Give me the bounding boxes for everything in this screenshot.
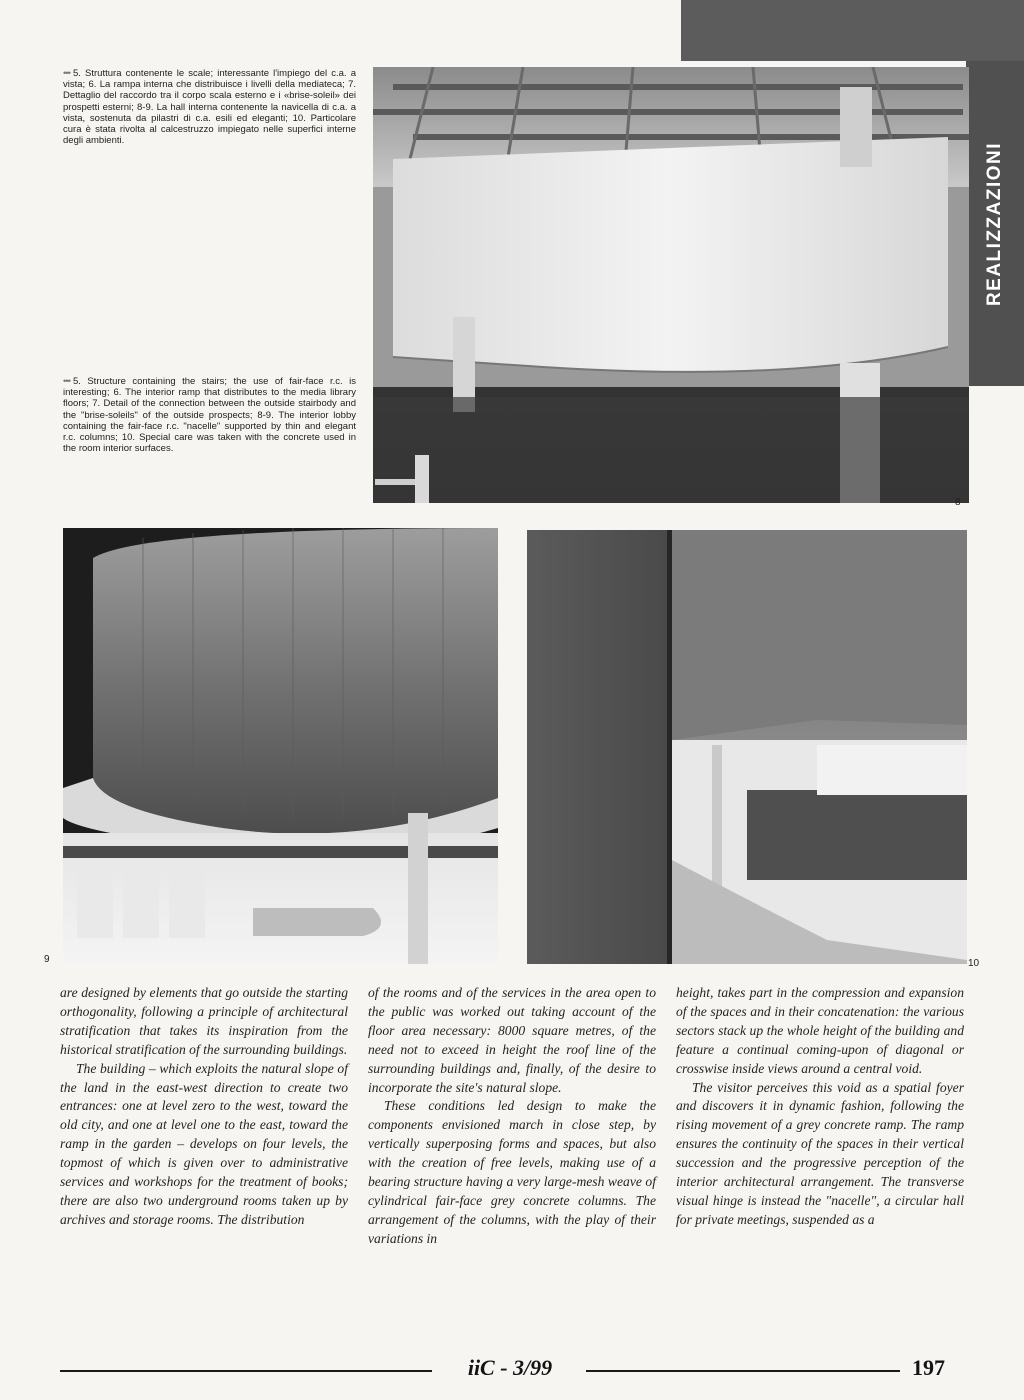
paragraph: of the rooms and of the services in the area open to the public was worked out taking account of the floor area necessary: 8000 square metres, of the need not to exceed in height the roof line of the surrounding buildings and, finally, of the desire to incorporate the site's natural slope. xyxy=(368,985,656,1095)
text-column-2 xyxy=(368,984,656,1249)
text-column-3 xyxy=(676,984,964,1230)
figure-number-9: 9 xyxy=(44,954,50,965)
section-tab-block xyxy=(681,0,1024,61)
paragraph: The building – which exploits the natural slope of the land in the east-west direction to create two entrances: one at level zero to the west, toward the old city, and one at level one to the east, toward the ramp in the garden – develops on four levels, the topmost of which is given over to administrative services and workshops for the treatment of books; there are also two underground rooms taken up by archives and storage rooms. The distribution xyxy=(60,1060,348,1227)
paragraph: These conditions led design to make the components envisioned march in close step, by vertically superposing forms and spaces, but also with the creation of free levels, making use of a bearing structure having a very large-mesh weave of cylindrical fair-face grey concrete columns. The arrangement of the columns, with the play of their variations in xyxy=(368,1098,656,1246)
caption-italian xyxy=(63,68,356,146)
caption-marker: ••• xyxy=(63,376,70,387)
photo-9 xyxy=(63,528,498,964)
section-label-text: REALIZZAZIONI xyxy=(984,141,1005,306)
photo-10 xyxy=(527,530,967,964)
photo-9-image xyxy=(63,528,498,964)
photo-10-image xyxy=(527,530,967,964)
caption-italian-text: 5. Struttura contenente le scale; interessante l'impiego del c.a. a vista; 6. La rampa interna che distribuisce i livelli della mediateca; 7. Dettaglio del raccordo tra il corpo scala esterno e i «brise-soleil» dei prospetti esterni; 8-9. La hall interna contenente la navicella di c.a. a vista, sostenuta da pilastri di c.a. esili ed eleganti; 10. Particolare cura è stata rivolta al calcestruzzo impiegato nelle superfici interne degli ambienti. xyxy=(63,68,356,147)
footer-rule-left xyxy=(60,1370,432,1372)
caption-english-text: 5. Structure containing the stairs; the use of fair-face r.c. is interesting; 6. The interior ramp that distributes to the media library floors; 7. Detail of the connection between the outside stairbody and the "brise-soleils" of the outside prospects; 8-9. The interior lobby containing the fair-face r.c. "nacelle" supported by thin and elegant r.c. columns; 10. Special care was taken with the concrete used in the room interior surfaces. xyxy=(63,376,356,455)
section-label xyxy=(966,61,1024,386)
footer-rule-right xyxy=(586,1370,900,1372)
page-number: 197 xyxy=(912,1355,945,1380)
photo-8 xyxy=(373,67,969,503)
caption-marker: ••• xyxy=(63,68,70,79)
figure-number-10: 10 xyxy=(968,958,980,969)
figure-number-8: 8 xyxy=(955,497,961,508)
journal-issue: iiC - 3/99 xyxy=(467,1355,553,1380)
paragraph: The visitor perceives this void as a spatial foyer and discovers it in dynamic fashion, following the rising movement of a grey concrete ramp. The ramp ensures the continuity of the spaces in their vertical succession and the progressive perception of the interior architectural arrangement. The transverse visual hinge is instead the "nacelle", a circular hall for private meetings, suspended as a xyxy=(676,1079,964,1227)
text-column-1 xyxy=(60,984,348,1230)
paragraph: are designed by elements that go outside the starting orthogonality, following a principle of architectural stratification that takes its inspiration from the historical stratification of the surrounding buildings. xyxy=(60,985,348,1057)
caption-english xyxy=(63,376,356,454)
paragraph: height, takes part in the compression and expansion of the spaces and in their concatenation: the various sectors stack up the whole height of the building and feature a continual coming-upon of diagonal or crosswise inside views around a central void. xyxy=(676,985,964,1076)
photo-8-image xyxy=(373,67,969,503)
